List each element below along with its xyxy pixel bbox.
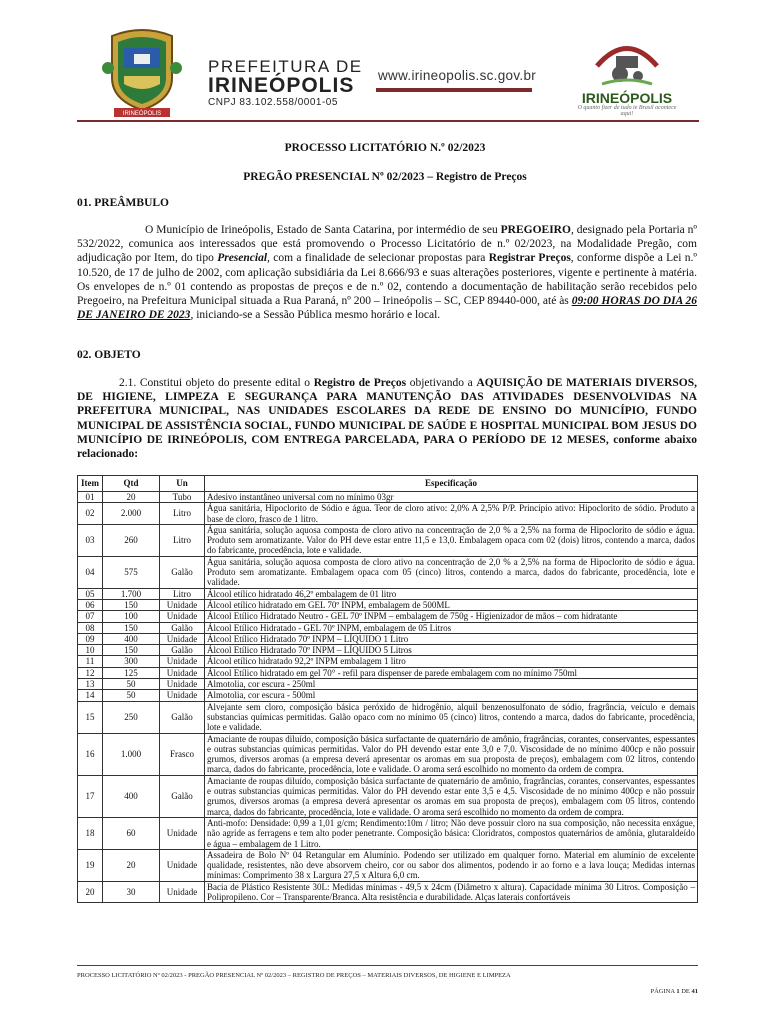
cell-un: Tubo (160, 492, 205, 503)
municipal-logo (572, 36, 682, 116)
table-row (78, 503, 698, 525)
cell-especificacao: Anti-mofo: Densidade: 0,99 a 1,01 g/cm; Rendimento:10m / litro; Não deve possuir cloro na sua composição, não necessita enxágue, não agride as ferragens e tem alto poder penetrante. Composição básica: Cloridratos, compostos quaternários de amônia, glutaraldeído e água – embalagem de 1 Litro. (205, 817, 698, 849)
page-total: 41 (691, 988, 698, 995)
cell-item: 07 (78, 611, 103, 622)
cell-qtd: 100 (103, 611, 160, 622)
col-header-un: Un (160, 476, 205, 492)
prefecture-line2: IRINEÓPOLIS (208, 74, 355, 97)
cell-un: Unidade (160, 817, 205, 849)
page-number (651, 988, 699, 995)
table-row (78, 645, 698, 656)
table-row (78, 775, 698, 817)
cell-item: 20 (78, 881, 103, 903)
cell-qtd: 60 (103, 817, 160, 849)
cell-especificacao: Álcool etílico hidratado 46,2º embalagem de 01 litro (205, 588, 698, 599)
preambulo-text: , conforme dispõe a Lei n.º 10.520, de 17 de julho de 2002, com aplicação subsidiária da Lei 8.666/93 e suas alterações posteriores, vigente e pertinente à matéria. Os envelopes de n.º 01 contendo as propostas de preços e de n.º 02, contendo a documentação de habilitação serão recebidos pelo Pregoeiro, na Prefeitura Municipal situada a Rua Paraná, nº 200 – Irineópolis – SC, CEP 89440-000, até às (77, 252, 697, 308)
table-row (78, 733, 698, 775)
cell-item: 11 (78, 656, 103, 667)
cell-qtd: 260 (103, 524, 160, 556)
letterhead (0, 28, 770, 118)
table-row (78, 633, 698, 644)
cell-un: Unidade (160, 599, 205, 610)
cell-qtd: 30 (103, 881, 160, 903)
pregoeiro-term: PREGOEIRO (500, 224, 571, 236)
cell-un: Galão (160, 645, 205, 656)
specification-table (77, 475, 698, 903)
cell-especificacao: Almotolia, cor escura - 500ml (205, 690, 698, 701)
cell-item: 13 (78, 679, 103, 690)
cell-qtd: 575 (103, 556, 160, 588)
cell-especificacao: Álcool Etílico Hidratado 70º INPM – LÍQUIDO 5 Litros (205, 645, 698, 656)
preambulo-text: , designado pela Portaria nº 532/2022, comunica aos interessados que está promovendo o Processo Licitatório de n.º 02/2023, na Modalidade Pregão, com adjudicação por Item, do tipo (77, 224, 697, 265)
cell-item: 14 (78, 690, 103, 701)
preambulo-text: , com a finalidade de selecionar propostas para (267, 252, 489, 265)
cell-item: 05 (78, 588, 103, 599)
cell-especificacao: Assadeira de Bolo Nº 04 Retangular em Alumínio. Podendo ser utilizado em qualquer forno. Material em alumínio de excelente qualidade, resistentes, não deve absorvem cheiro, cor ou sabor dos alimentos, podendo ir ao forno e a lava louça; Medidas internas mínimas: Comprimento 38 x Largura 27,5 x Altura 6,0 cm. (205, 849, 698, 881)
table-row (78, 881, 698, 903)
cell-item: 19 (78, 849, 103, 881)
table-row (78, 524, 698, 556)
coat-of-arms-icon (100, 28, 184, 118)
cell-un: Galão (160, 622, 205, 633)
cell-especificacao: Álcool etílico hidratado 92,2º INPM embalagem 1 litro (205, 656, 698, 667)
registrar-precos-term: Registrar Preços (488, 252, 571, 265)
col-header-especificacao: Especificação (205, 476, 698, 492)
section-objeto-heading: 02. OBJETO (77, 349, 141, 361)
table-row (78, 679, 698, 690)
cell-item: 04 (78, 556, 103, 588)
cell-item: 09 (78, 633, 103, 644)
table-header-row (78, 476, 698, 492)
cell-un: Galão (160, 701, 205, 733)
table-row (78, 701, 698, 733)
presencial-term: Presencial (217, 252, 268, 265)
cell-item: 17 (78, 775, 103, 817)
coat-ribbon: IRINEÓPOLIS (122, 111, 162, 117)
page-prefix: PÁGINA (650, 988, 677, 995)
cell-item: 03 (78, 524, 103, 556)
table-row (78, 556, 698, 588)
table-row (78, 599, 698, 610)
cell-especificacao: Álcool Etílico hidratado em gel 70° - refil para dispenser de parede embalagem com no mínimo 750ml (205, 667, 698, 678)
table-row (78, 690, 698, 701)
cell-qtd: 50 (103, 679, 160, 690)
cell-especificacao: Álcool Etílico Hidratado - GEL 70º INPM, embalagem de 05 Litros (205, 622, 698, 633)
cell-item: 02 (78, 503, 103, 525)
cell-item: 08 (78, 622, 103, 633)
cell-qtd: 300 (103, 656, 160, 667)
cell-especificacao: Alvejante sem cloro, composição básica peróxido de hidrogênio, alquil benzenosulfonato de sódio, fragrância, veículo e demais substancias químicas permitidas. Galão opaco com no mínimo 05 (cinco) litros, contendo a marca, dados do fabricante, procedência, lote e validade. (205, 701, 698, 733)
cell-un: Litro (160, 588, 205, 599)
cell-un: Unidade (160, 633, 205, 644)
cell-item: 01 (78, 492, 103, 503)
pregao-title: PREGÃO PRESENCIAL Nº 02/2023 – Registro de Preços (243, 171, 527, 183)
logo-name: IRINEÓPOLIS (581, 90, 673, 106)
cell-especificacao: Água sanitária, Hipoclorito de Sódio e água. Teor de cloro ativo: 2,0% A 2,5% P/P. Princípio ativo: Hipoclorito de sódio. Produto a base de cloro, frasco de 1 litro. (205, 503, 698, 525)
table-row (78, 622, 698, 633)
cell-especificacao: Amaciante de roupas diluído, composição básica surfactante de quaternário de amônio, fragrâncias, corantes, conservantes, espessantes e outras substancias químicas permitidas. Valor do PH devendo estar ente 3,5 e 4,5. Viscosidade de no mínimo 400cp e não possuir grumos, diversos aromas (a empresa deverá apresentar os aromas em sua proposta de preços), embalagem com 05 litros, contendo marca, dados do fabricante, procedência, lote e validade. O aroma será escolhido no momento da ordem de compra. (205, 775, 698, 817)
preambulo-paragraph (77, 223, 697, 322)
prefecture-name-block (208, 58, 363, 109)
tractor-icon (572, 36, 682, 90)
cell-qtd: 150 (103, 622, 160, 633)
cell-item: 15 (78, 701, 103, 733)
page-mid: DE (679, 988, 692, 995)
objeto-paragraph (77, 376, 697, 461)
cell-qtd: 125 (103, 667, 160, 678)
cell-un: Unidade (160, 656, 205, 667)
cnpj: CNPJ 83.102.558/0001-05 (208, 97, 338, 108)
preambulo-text: O Município de Irineópolis, Estado de Santa Catarina, por intermédio de seu (145, 224, 501, 236)
cell-item: 06 (78, 599, 103, 610)
cell-qtd: 50 (103, 690, 160, 701)
cell-especificacao: Álcool Etílico Hidratado Neutro - GEL 70º INPM – embalagem de 750g - Higienizador de mãos – com hidratante (205, 611, 698, 622)
objeto-description: AQUISIÇÃO DE MATERIAIS DIVERSOS, DE HIGIENE, LIMPEZA E SEGURANÇA PARA MANUTENÇÃO DAS ATIVIDADES DESENVOLVIDAS NA PREFEITURA MUNICIPAL, NAS UNIDADES ESCOLARES DA REDE DE ENSINO DO MUNICÍPIO, FUNDO MUNICIPAL DE ASSISTÊNCIA SOCIAL, FUNDO MUNICIPAL DE SAÚDE E HOSPITAL MUNICIPAL BOM JESUS DO MUNICÍPIO DE IRINEÓPOLIS, COM ENTREGA PARCELADA, PARA O PERÍODO DE 12 MESES, conforme abaixo relacionado: (77, 377, 697, 461)
cell-qtd: 20 (103, 492, 160, 503)
col-header-qtd: Qtd (103, 476, 160, 492)
table-row (78, 492, 698, 503)
cell-especificacao: Adesivo instantâneo universal com no mínimo 03gr (205, 492, 698, 503)
cell-un: Galão (160, 775, 205, 817)
cell-especificacao: Álcool etílico hidratado em GEL 70º INPM, embalagem de 500ML (205, 599, 698, 610)
cell-item: 12 (78, 667, 103, 678)
cell-un: Unidade (160, 881, 205, 903)
cell-un: Unidade (160, 849, 205, 881)
preambulo-text: , iniciando-se a Sessão Pública mesmo horário e local. (190, 309, 441, 322)
session-datetime: 09:00 HORAS DO DIA 26 DE JANEIRO DE 2023 (77, 295, 698, 322)
cell-qtd: 400 (103, 633, 160, 644)
table-row (78, 656, 698, 667)
table-row (78, 611, 698, 622)
cell-un: Unidade (160, 667, 205, 678)
cell-qtd: 20 (103, 849, 160, 881)
cell-item: 10 (78, 645, 103, 656)
cell-especificacao: Água sanitária, solução aquosa composta de cloro ativo na concentração de 2,0 % a 2,5% na forma de Hipoclorito de sódio e água. Produto sem aromatizante. Embalagem opaca com 05 (cinco) litros, contendo a marca, dados do fabricante, procedência, lote e validade. (205, 556, 698, 588)
table-row (78, 817, 698, 849)
section-preambulo-heading: 01. PREÂMBULO (77, 197, 169, 209)
objeto-text: 2.1. Constitui objeto do presente edital o (119, 377, 314, 389)
objeto-text: objetivando a (406, 377, 477, 389)
table-row (78, 849, 698, 881)
cell-qtd: 1.000 (103, 733, 160, 775)
cell-un: Litro (160, 503, 205, 525)
cell-un: Litro (160, 524, 205, 556)
cell-especificacao: Amaciante de roupas diluído, composição básica surfactante de quaternário de amônio, fragrâncias, corantes, conservantes, espessantes e outras substancias químicas permitidas. Valor do PH devendo estar ente 3,0 e 7,0. Viscosidade de no mínimo 400cp e não possuir grumos, diversos aromas (a empresa deverá apresentar os aromas em sua proposta de preços), embalagem com 02 litros, contendo marca, dados do fabricante, procedência, lote e validade. O aroma será escolhido no momento da ordem de compra. (205, 733, 698, 775)
cell-qtd: 150 (103, 599, 160, 610)
cell-qtd: 1.700 (103, 588, 160, 599)
cell-qtd: 150 (103, 645, 160, 656)
cell-especificacao: Água sanitária, solução aquosa composta de cloro ativo na concentração de 2,0 % a 2,5% na forma de Hipoclorito de sódio e água. Produto sem aromatizante. Valor do PH deve estar entre 11,5 e 13,0. Embalagem opaca com 02 (dois) litros, contendo a marca, dados do fabricante, procedência, lote e validade. (205, 524, 698, 556)
cell-item: 16 (78, 733, 103, 775)
prefecture-line1: PREFEITURA DE (208, 57, 363, 76)
page-current: 1 (676, 988, 680, 995)
col-header-item: Item (78, 476, 103, 492)
cell-un: Unidade (160, 690, 205, 701)
cell-especificacao: Álcool Etílico Hidratado 70º INPM – LÍQUIDO 1 Litro (205, 633, 698, 644)
cell-qtd: 400 (103, 775, 160, 817)
footer-text: PROCESSO LICITATÓRIO Nº 02/2023 - PREGÃO PRESENCIAL Nº 02/2023 – REGISTRO DE PREÇOS – MATERIAIS DIVERSOS, DE HIGIENE E LIMPEZA (77, 972, 511, 979)
cell-item: 18 (78, 817, 103, 849)
table-row (78, 667, 698, 678)
table-row (78, 588, 698, 599)
url-underline (376, 88, 532, 92)
cell-un: Unidade (160, 679, 205, 690)
cell-qtd: 250 (103, 701, 160, 733)
cell-un: Frasco (160, 733, 205, 775)
cell-qtd: 2.000 (103, 503, 160, 525)
header-rule (77, 120, 699, 122)
cell-especificacao: Almotolia, cor escura - 250ml (205, 679, 698, 690)
cell-un: Unidade (160, 611, 205, 622)
page-footer (77, 965, 698, 995)
cell-especificacao: Bacia de Plástico Resistente 30L: Medidas mínimas - 49,5 x 24cm (Diâmetro x altura). Capacidade mínima 30 Litros. Composição – Polipropileno. Cor – Transparente/Branca. Alta resistência e durabilidade. Alças laterais confortáveis (205, 881, 698, 903)
cell-un: Galão (160, 556, 205, 588)
process-title: PROCESSO LICITATÓRIO N.º 02/2023 (284, 142, 486, 154)
registro-precos-term: Registro de Preços (313, 377, 407, 389)
logo-tagline: O quanto fizer de tudo te Brasil acontece aqui! (577, 105, 677, 117)
website-url: www.irineopolis.sc.gov.br (378, 68, 537, 83)
